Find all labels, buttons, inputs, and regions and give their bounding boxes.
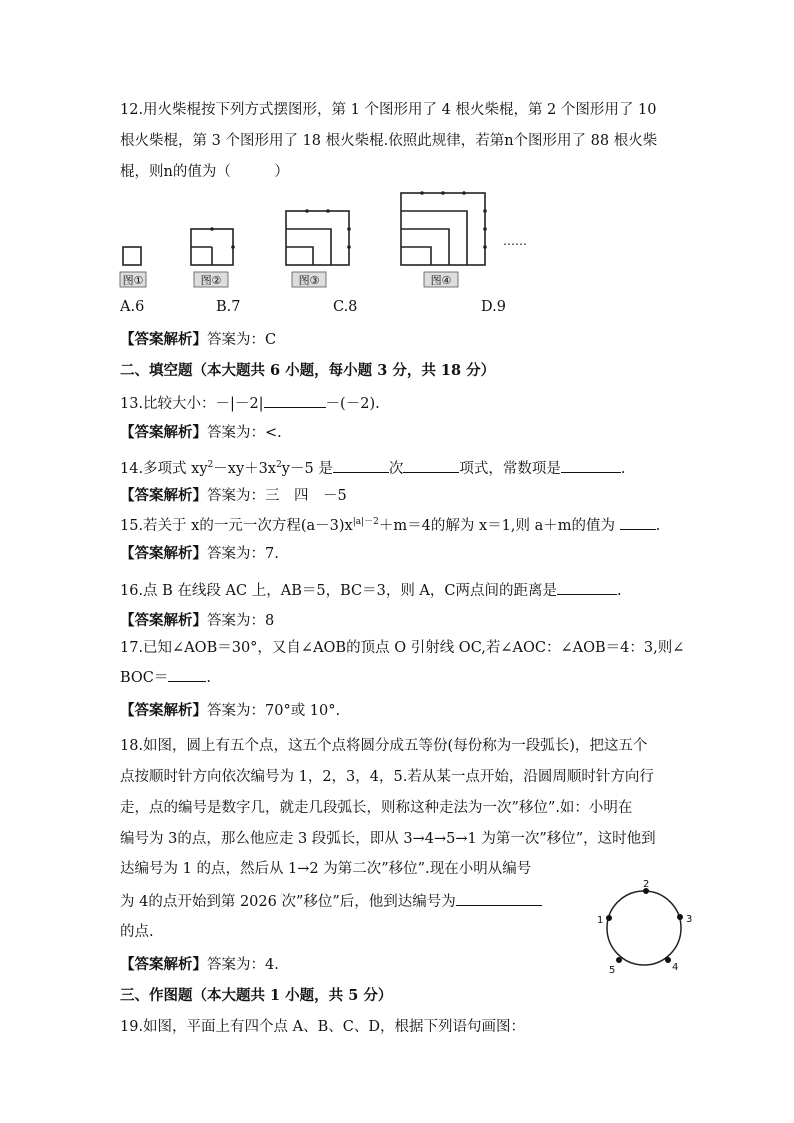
q17-blank	[168, 667, 206, 682]
q15-blank	[620, 515, 656, 530]
q17-prefix: BOC＝	[120, 670, 169, 686]
q14-sup-1: 2	[207, 460, 214, 470]
q17-line-1: 17.已知∠AOB＝30°，又自∠AOB的顶点 O 引射线 OC,若∠AOC：∠AOB＝4：3,则∠	[120, 640, 685, 656]
section-2-heading: 二、填空题（本大题共 6 小题，每小题 3 分，共 18 分）	[120, 362, 496, 379]
q14-mid-2: y－5 是	[281, 460, 333, 477]
answer-text: 答案为：4.	[207, 957, 279, 973]
answer-tag: 【答案解析】	[120, 612, 207, 629]
q15-question	[120, 512, 660, 536]
q17-line-2	[120, 667, 211, 688]
q14-mid-1: －xy＋3x	[213, 460, 277, 477]
answer-text: 答案为：70°或 10°.	[207, 703, 341, 719]
answer-tag: 【答案解析】	[120, 331, 207, 348]
circle-label-1: 1	[597, 915, 604, 926]
q18-line-6	[120, 891, 542, 912]
answer-text: 答案为：三 四 －5	[207, 488, 347, 504]
q16-question	[120, 580, 622, 601]
q16-answer	[120, 611, 274, 631]
figure-label-1: 图①	[122, 274, 144, 287]
answer-tag: 【答案解析】	[120, 956, 207, 973]
q16-text: 16.点 B 在线段 AC 上，AB＝5，BC＝3，则 A，C两点间的距离是	[120, 583, 557, 599]
q14-word-2: 项式，常数项是	[459, 460, 561, 477]
circle-point-5	[616, 957, 622, 963]
figure-4	[401, 193, 485, 265]
answer-text: 答案为：8	[207, 613, 275, 629]
q13-text-a: 13.比较大小：－|－2|	[120, 396, 264, 412]
figure-label-2: 图②	[200, 274, 222, 287]
answer-tag: 【答案解析】	[120, 487, 207, 504]
q18-line-7: 的点.	[120, 924, 154, 940]
q15-prefix: 15.若关于 x的一元一次方程(a－3)x	[120, 517, 353, 534]
q12-line-1: 12.用火柴棍按下列方式摆图形，第 1 个图形用了 4 根火柴棍，第 2 个图形用了 10	[120, 102, 657, 118]
q13-blank	[264, 393, 326, 408]
q13-question	[120, 393, 380, 414]
option-c: C.8	[333, 299, 358, 315]
circle-label-3: 3	[686, 914, 693, 925]
circle-point-3	[677, 914, 683, 920]
q14-prefix: 14.多项式 xy	[120, 460, 208, 477]
q13-text-b: －(－2).	[325, 396, 380, 412]
q16-end: .	[617, 583, 622, 599]
figure-3	[286, 211, 349, 265]
q18-line-1: 18.如图，圆上有五个点，这五个点将圆分成五等份(每份称为一段弧长)，把这五个	[120, 738, 648, 754]
q15-suffix: ＋m＝4的解为 x＝1,则 a＋m的值为	[378, 517, 615, 534]
q18-line-6-text: 为 4的点开始到第 2026 次”移位”后，他到达编号为	[120, 894, 456, 910]
circle-label-2: 2	[643, 879, 650, 890]
answer-tag: 【答案解析】	[120, 545, 207, 562]
q12-answer	[120, 330, 276, 350]
q12-line-3: 棍，则n的值为（ ）	[120, 164, 289, 180]
q14-answer	[120, 486, 347, 506]
q14-word-1: 次	[388, 460, 404, 477]
option-d: D.9	[481, 299, 506, 315]
section-3-heading: 三、作图题（本大题共 1 小题，共 5 分）	[120, 987, 393, 1004]
answer-text: 答案为：<.	[207, 425, 282, 441]
q14-end: .	[620, 460, 626, 477]
answer-text: 答案为：C	[207, 332, 277, 348]
q18-line-4: 编号为 3的点，那么他应走 3 段弧长，即从 3→4→5→1 为第一次”移位”，这时他到	[120, 831, 656, 847]
q14-blank-3	[561, 458, 621, 473]
q12-line-2: 根火柴棍，第 3 个图形用了 18 根火柴棍.依照此规律，若第n个图形用了 88 根火柴	[120, 133, 658, 149]
figure-label-3: 图③	[298, 274, 320, 287]
answer-tag: 【答案解析】	[120, 702, 207, 719]
matchstick-figures	[118, 190, 538, 290]
figure-2	[191, 229, 233, 265]
q18-line-5: 达编号为 1 的点，然后从 1→2 为第二次”移位”.现在小明从编号	[120, 861, 532, 877]
circle-label-4: 4	[672, 962, 679, 973]
q13-answer	[120, 423, 282, 443]
answer-text: 答案为：7.	[207, 546, 279, 562]
q14-blank-2	[403, 458, 459, 473]
q16-blank	[557, 580, 617, 595]
q14-blank-1	[333, 458, 389, 473]
q15-sup: |a|－2	[352, 517, 379, 527]
q14-sup-2: 2	[276, 460, 282, 470]
option-b: B.7	[216, 299, 241, 315]
q14-question	[120, 455, 625, 479]
circle-point-1	[606, 915, 612, 921]
q17-answer	[120, 701, 340, 721]
q18-blank	[456, 891, 542, 906]
circle-figure	[590, 878, 700, 976]
option-a: A.6	[120, 299, 145, 315]
answer-tag: 【答案解析】	[120, 424, 207, 441]
q18-line-3: 走，点的编号是数字几，就走几段弧长，则称这种走法为一次”移位”.如：小明在	[120, 800, 633, 816]
q18-line-2: 点按顺时针方向依次编号为 1，2，3，4，5.若从某一点开始，沿圆周顺时针方向行	[120, 769, 654, 785]
q15-end: .	[655, 517, 661, 534]
q18-answer	[120, 955, 279, 975]
figure-label-4: 图④	[430, 274, 452, 287]
q19-question: 19.如图，平面上有四个点 A、B、C、D，根据下列语句画图：	[120, 1019, 526, 1035]
figure-1	[123, 247, 141, 265]
circle-label-5: 5	[609, 965, 616, 976]
circle-point-4	[665, 957, 671, 963]
q15-answer	[120, 544, 279, 564]
q17-end: .	[206, 670, 212, 686]
figure-ellipsis: ……	[503, 234, 527, 248]
